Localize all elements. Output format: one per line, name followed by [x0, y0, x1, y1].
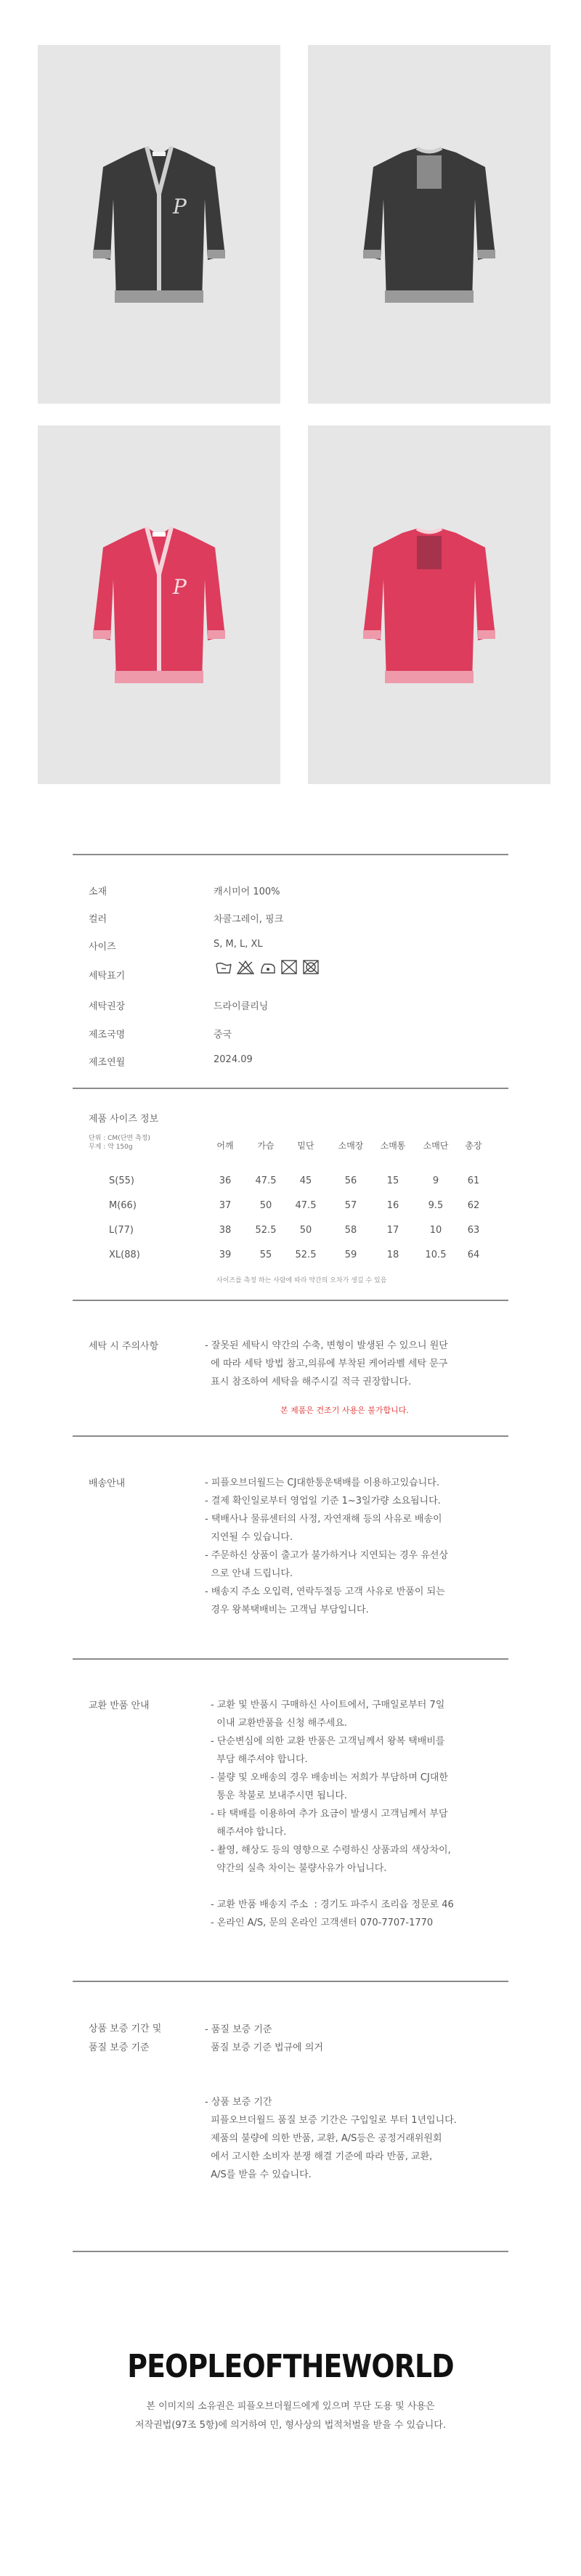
- hand-wash-icon: [216, 963, 231, 974]
- warranty-line: [205, 2075, 457, 2093]
- exchange-line: 통운 착불로 보내주시면 됩니다.: [211, 1790, 348, 1801]
- divider: [73, 2251, 508, 2252]
- size-table-title: 제품 사이즈 정보: [89, 1114, 159, 1125]
- size-col-total-length: 총장: [465, 1141, 482, 1151]
- size-col-sleeve-length: 소매장: [338, 1141, 364, 1151]
- size-cell: 9: [432, 1175, 439, 1186]
- size-cell: 36: [219, 1175, 232, 1186]
- product-photo-charcoal-front: [38, 45, 280, 404]
- spec-label-care: 세탁표기: [89, 971, 126, 982]
- shipping-line: - 결제 확인일로부터 영업일 기준 1~3일가량 소요됩니다.: [205, 1496, 441, 1507]
- divider: [73, 1981, 508, 1982]
- svg-text:P: P: [173, 575, 187, 599]
- washing-line: - 잘못된 세탁시 약간의 수축, 변형이 발생된 수 있으니 원단: [205, 1340, 448, 1351]
- size-row-label: M(66): [109, 1200, 137, 1211]
- warranty-title-line-2: 품질 보증 기준: [89, 2042, 150, 2053]
- size-cell: 10: [429, 1225, 442, 1236]
- warranty-line: A/S를 받을 수 있습니다.: [205, 2169, 312, 2180]
- size-cell: 59: [344, 1250, 357, 1260]
- size-cell: 56: [344, 1175, 357, 1186]
- shipping-line: - 주문하신 상품이 출고가 불가하거나 지연되는 경우 유선상: [205, 1550, 449, 1561]
- divider: [73, 1300, 508, 1301]
- size-cell: 9.5: [428, 1200, 444, 1211]
- size-cell: 55: [259, 1250, 272, 1260]
- exchange-text: [211, 1696, 454, 1932]
- spec-label-date: 제조연월: [89, 1057, 126, 1068]
- size-cell: 52.5: [295, 1250, 317, 1260]
- size-col-shoulder: 어깨: [216, 1141, 234, 1151]
- spec-value-color: 차콜그레이, 핑크: [214, 914, 284, 925]
- size-cell: 18: [386, 1250, 399, 1260]
- size-col-sleeve-width: 소매통: [380, 1141, 406, 1151]
- dryer-warning: 본 제품은 건조기 사용은 불가합니다.: [280, 1406, 409, 1415]
- exchange-line: - 온라인 A/S, 문의 온라인 고객센터 070-7707-1770: [211, 1917, 434, 1928]
- care-label-icons: [215, 958, 324, 976]
- exchange-line: - 교환 및 반품시 구매하신 사이트에서, 구매일로부터 7일: [211, 1700, 445, 1711]
- shipping-line: - 피플오브더월드는 CJ대한통운택배를 이용하고있습니다.: [205, 1477, 439, 1488]
- size-cell: 57: [344, 1200, 357, 1211]
- shipping-line: 으로 안내 드립니다.: [205, 1568, 293, 1579]
- copyright-line-2: 저작권법(97조 5항)에 의거하여 민, 형사상의 법적처벌을 받을 수 있습니다.: [135, 2420, 446, 2431]
- spec-value-date: 2024.09: [214, 1054, 253, 1065]
- warranty-line: 품질 보증 기준 법규에 의거: [205, 2042, 323, 2053]
- exchange-line: 부담 해주셔야 합니다.: [211, 1754, 308, 1765]
- exchange-line: [211, 1878, 454, 1896]
- size-cell: 50: [299, 1225, 312, 1236]
- exchange-line: - 교환 반품 배송지 주소 : 경기도 파주시 조리읍 정문로 46: [211, 1899, 454, 1910]
- size-col-hem: 밑단: [297, 1141, 314, 1151]
- cardigan-charcoal-back-image: [308, 45, 550, 404]
- size-unit-note: 단위 : CM(단면 측정): [89, 1135, 150, 1142]
- washing-line: 표시 참조하여 세탁을 해주시길 적극 권장합니다.: [205, 1377, 412, 1387]
- divider: [73, 1088, 508, 1089]
- iron-low-icon: [261, 964, 275, 973]
- shipping-line: - 배송지 주소 오입력, 연락두절등 고객 사유로 반품이 되는: [205, 1586, 445, 1597]
- spec-label-size: 사이즈: [89, 942, 116, 953]
- shipping-line: 지연될 수 있습니다.: [205, 1532, 293, 1543]
- exchange-line: - 타 택배를 이용하여 추가 요금이 발생시 고객님께서 부담: [211, 1809, 448, 1819]
- warranty-line: - 품질 보증 기준: [205, 2024, 272, 2035]
- size-cell: 17: [386, 1225, 399, 1236]
- warranty-line: 제품의 불량에 의한 반품, 교환, A/S등은 공정거래위원회: [205, 2133, 442, 2144]
- size-cell: 10.5: [425, 1250, 447, 1260]
- size-cell: 47.5: [295, 1200, 317, 1211]
- cardigan-pink-front-image: [38, 425, 280, 784]
- exchange-line: - 단순변심에 의한 교환 반품은 고객님께서 왕복 택배비를: [211, 1736, 445, 1747]
- shipping-text: [205, 1474, 448, 1619]
- size-cell: 52.5: [255, 1225, 277, 1236]
- size-row-label: XL(88): [109, 1250, 140, 1260]
- shipping-title: 배송안내: [89, 1478, 126, 1489]
- brand-logo: PEOPLEOFTHEWORLD: [127, 2348, 454, 2385]
- size-cell: 47.5: [255, 1175, 277, 1186]
- size-row-label: L(77): [109, 1225, 134, 1236]
- size-col-chest: 가슴: [257, 1141, 275, 1151]
- svg-text:P: P: [173, 195, 187, 219]
- size-cell: 37: [219, 1200, 232, 1211]
- spec-label-washing: 세탁권장: [89, 1001, 126, 1012]
- warranty-line: 에서 고시한 소비자 분쟁 해결 기준에 따라 반품, 교환,: [205, 2151, 433, 2162]
- exchange-line: - 불량 및 오배송의 경우 배송비는 저희가 부담하며 CJ대한: [211, 1772, 448, 1783]
- warranty-line: [205, 2057, 457, 2075]
- exchange-line: 해주셔야 합니다.: [211, 1827, 287, 1838]
- spec-value-washing: 드라이클리닝: [214, 1001, 269, 1012]
- exchange-line: 약간의 실측 차이는 불량사유가 아닙니다.: [211, 1863, 387, 1874]
- size-cell: 64: [467, 1250, 480, 1260]
- spec-value-material: 캐시미어 100%: [214, 886, 280, 897]
- washing-title: 세탁 시 주의사항: [89, 1341, 159, 1352]
- shipping-line: 경우 왕복택배비는 고객님 부담입니다.: [205, 1605, 369, 1615]
- product-photo-pink-front: [38, 425, 280, 784]
- warranty-title-line-1: 상품 보증 기간 및: [89, 2023, 162, 2034]
- divider: [73, 1658, 508, 1660]
- size-cell: 38: [219, 1225, 232, 1236]
- copyright-line-1: 본 이미지의 소유권은 피플오브더월드에게 있으며 무단 도용 및 사용은: [146, 2401, 435, 2412]
- product-photo-pink-back: [308, 425, 550, 784]
- size-cell: 58: [344, 1225, 357, 1236]
- spec-value-country: 중국: [214, 1030, 232, 1040]
- size-cell: 50: [259, 1200, 272, 1211]
- exchange-line: - 촬영, 해상도 등의 영향으로 수령하신 상품과의 색상차이,: [211, 1845, 451, 1856]
- size-cell: 61: [467, 1175, 480, 1186]
- size-cell: 62: [467, 1200, 480, 1211]
- size-row-label: S(55): [109, 1175, 134, 1186]
- no-bleach-icon: [237, 961, 253, 974]
- spec-label-country: 제조국명: [89, 1030, 126, 1040]
- warranty-line: 피플오브더월드 품질 보증 기간은 구입일로 부터 1년입니다.: [205, 2115, 457, 2126]
- size-footnote: 사이즈를 측정 하는 사람에 따라 약간의 오차가 생길 수 있음: [216, 1277, 387, 1284]
- spec-label-color: 컬러: [89, 914, 107, 925]
- no-tumble-dry-icon: [304, 961, 318, 974]
- cardigan-pink-back-image: [308, 425, 550, 784]
- shipping-line: - 택배사나 물류센터의 사정, 자연재해 등의 사유로 배송이: [205, 1514, 442, 1525]
- washing-line: 에 따라 세탁 방법 참고,의류에 부착된 케어라벨 세탁 문구: [205, 1358, 448, 1369]
- divider: [73, 854, 508, 855]
- warranty-line: - 상품 보증 기간: [205, 2097, 272, 2108]
- dry-clean-icon: [282, 961, 296, 974]
- cardigan-charcoal-front-image: [38, 45, 280, 404]
- size-cell: 45: [299, 1175, 312, 1186]
- exchange-title: 교환 반품 안내: [89, 1700, 150, 1711]
- size-col-cuff: 소매단: [423, 1141, 449, 1151]
- size-cell: 16: [386, 1200, 399, 1211]
- size-weight-note: 무게 : 약 150g: [89, 1144, 133, 1151]
- spec-label-material: 소재: [89, 886, 107, 897]
- size-cell: 15: [386, 1175, 399, 1186]
- washing-text: [205, 1337, 448, 1391]
- product-photo-charcoal-back: [308, 45, 550, 404]
- size-cell: 63: [467, 1225, 480, 1236]
- warranty-text: [205, 2021, 457, 2184]
- exchange-line: 이내 교환반품을 신청 해주세요.: [211, 1718, 348, 1729]
- spec-value-size: S, M, L, XL: [214, 939, 263, 950]
- size-cell: 39: [219, 1250, 232, 1260]
- divider: [73, 1435, 508, 1437]
